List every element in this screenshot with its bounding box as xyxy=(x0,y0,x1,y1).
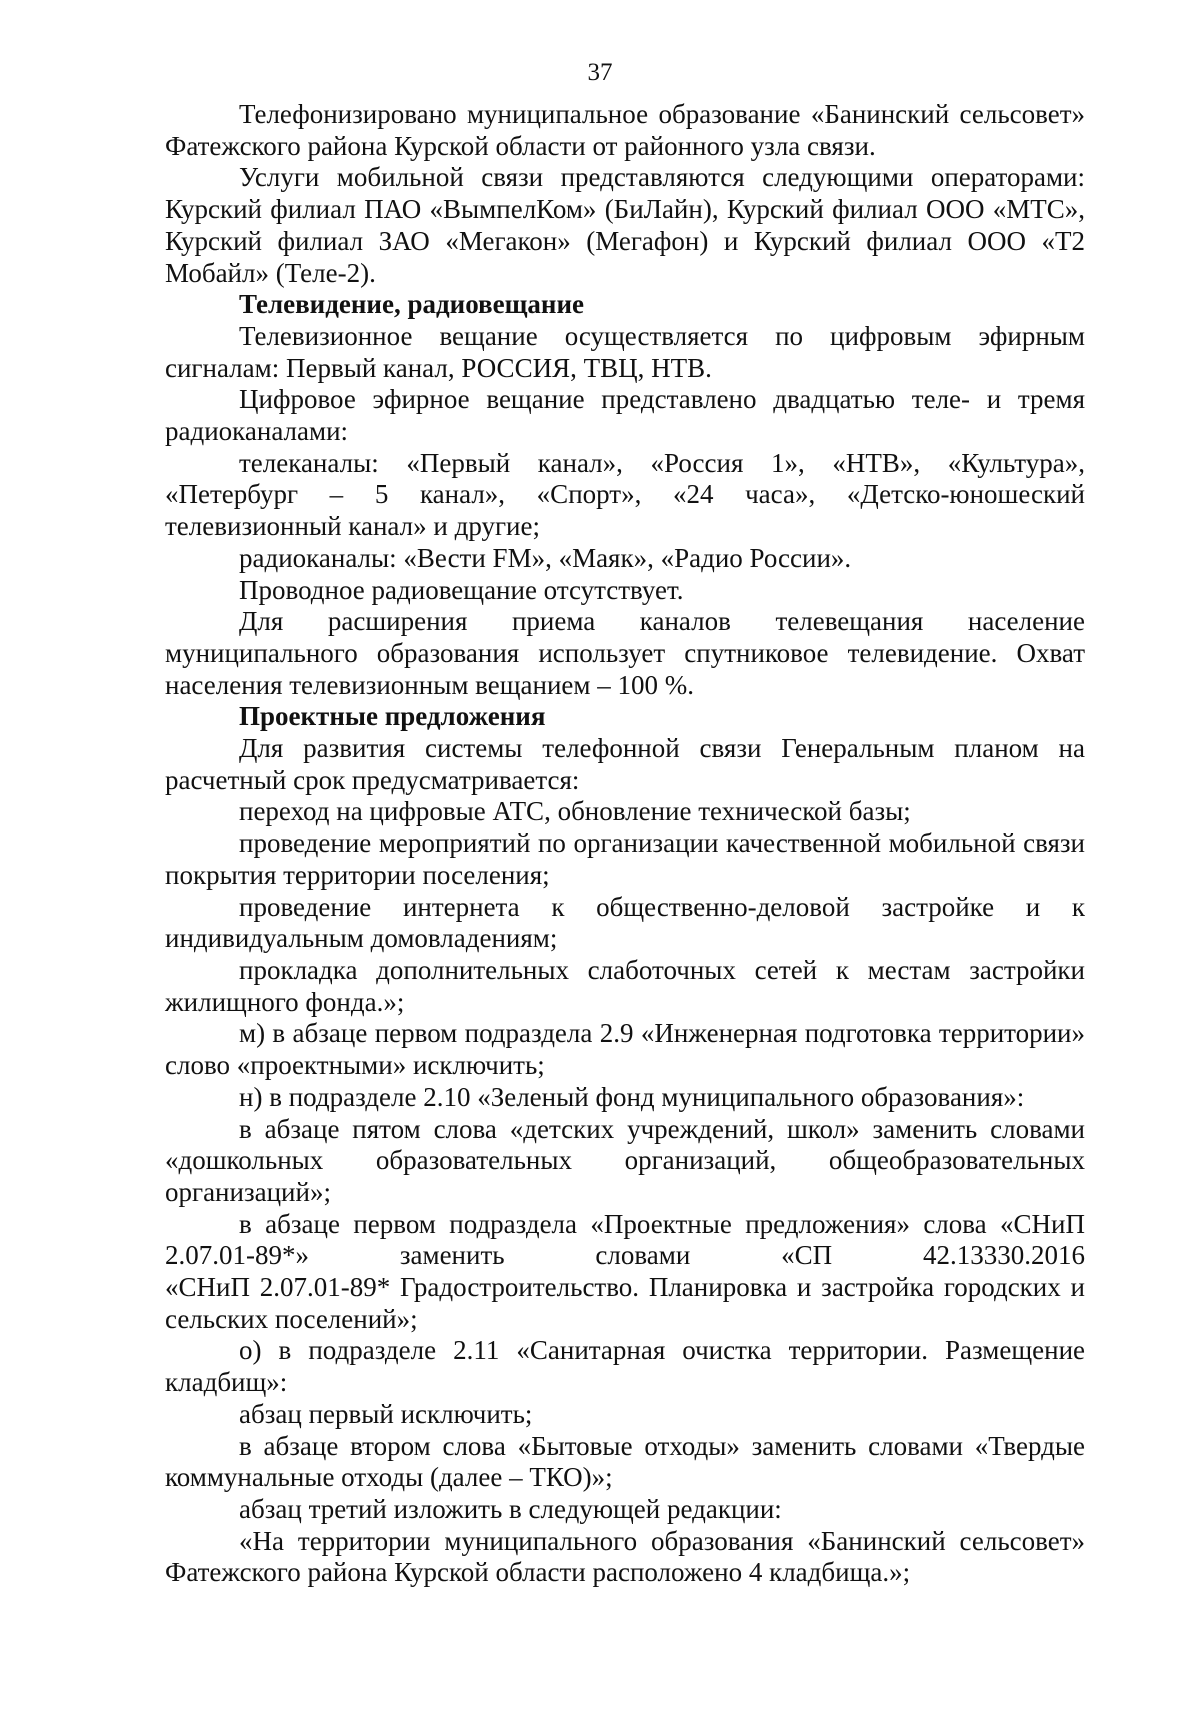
paragraph-third-edit: абзац третий изложить в следующей редакции: xyxy=(239,1493,782,1524)
page-number: 37 xyxy=(587,59,613,86)
paragraph-mobile-coverage: проведение мероприятий по организации качественной мобильной связи покрытия территории поселения; xyxy=(165,828,1085,890)
paragraph-internet: проведение интернета к общественно-деловой застройке и к индивидуальным домовладениям; xyxy=(165,891,1085,954)
paragraph-low-current-networks: прокладка дополнительных слаботочных сетей к местам застройки жилищного фонда.»; xyxy=(165,954,1085,1017)
heading-project-proposals: Проектные предложения xyxy=(239,701,546,732)
heading-tv-radio: Телевидение, радиовещание xyxy=(239,289,584,320)
paragraph-cemeteries: «На территории муниципального образования «Банинский сельсовет» Фатежского района Курской области расположено 4 кладбища.»; xyxy=(165,1525,1085,1588)
paragraph-item-m: м) в абзаце первом подраздела 2.9 «Инженерная подготовка территории» слово «проектными» исключить; xyxy=(165,1018,1085,1081)
paragraph-item-n: н) в подразделе 2.10 «Зеленый фонд муниципального образования»: xyxy=(239,1081,1025,1112)
paragraph-telephony-plan: Для развития системы телефонной связи Генеральным планом на расчетный срок предусматривается: xyxy=(165,733,1085,795)
paragraph-preschool: в абзаце пятом слова «детских учреждений, школ» заменить словами «дошкольных образовательных организаций, общеобразовательных организаций»; xyxy=(165,1113,1085,1207)
paragraph-radio-channels: радиоканалы: «Вести FM», «Маяк», «Радио России». xyxy=(239,542,852,573)
paragraph-tv-broadcast: Телевизионное вещание осуществляется по цифровым эфирным сигналам: Первый канал, РОССИЯ, ТВЦ, НТВ. xyxy=(165,320,1085,383)
paragraph-digital-ats: переход на цифровые АТС, обновление технической базы; xyxy=(239,796,911,827)
paragraph-snip-replace: в абзаце первом подраздела «Проектные предложения» слова «СНиП 2.07.01-89*» заменить словами «СП 42.13330.2016 xyxy=(165,1208,1085,1271)
paragraph-wired-radio: Проводное радиовещание отсутствует. xyxy=(239,574,684,605)
paragraph-snip-title: «СНиП 2.07.01-89* Градостроительство. Планировка и застройка городских и сельских поселений»; xyxy=(165,1272,1085,1334)
paragraph-telephony: Телефонизировано муниципальное образование «Банинский сельсовет» Фатежского района Курской области от районного узла связи. xyxy=(165,99,1085,161)
paragraph-first-excluded: абзац первый исключить; xyxy=(239,1398,533,1429)
paragraph-satellite-tv: Для расширения приема каналов телевещания население муниципального образования использует спутниковое телевидение. Охват населения телевизионным вещанием – 100 %. xyxy=(165,606,1085,700)
paragraph-item-o: о) в подразделе 2.11 «Санитарная очистка территории. Размещение кладбищ»: xyxy=(165,1335,1085,1398)
paragraph-tv-channels: телеканалы: «Первый канал», «Россия 1», «НТВ», «Культура», «Петербург – 5 канал», «Спорт», «24 часа», «Детско-юношеский телевизионный канал» и другие; xyxy=(165,447,1085,542)
paragraph-digital-broadcast: Цифровое эфирное вещание представлено двадцатью теле- и тремя радиоканалами: xyxy=(165,384,1085,447)
document-body xyxy=(165,99,1085,1589)
paragraph-tko: в абзаце втором слова «Бытовые отходы» заменить словами «Твердые коммунальные отходы (далее – ТКО)»; xyxy=(165,1430,1085,1493)
paragraph-mobile-operators: Услуги мобильной связи представляются следующими операторами: Курский филиал ПАО «ВымпелКом» (БиЛайн), Курский филиал ООО «МТС», Курский филиал ЗАО «Мегакон» (Мегафон) и Курский филиал ООО «Т2 Мобайл» (Теле-2). xyxy=(165,162,1085,288)
